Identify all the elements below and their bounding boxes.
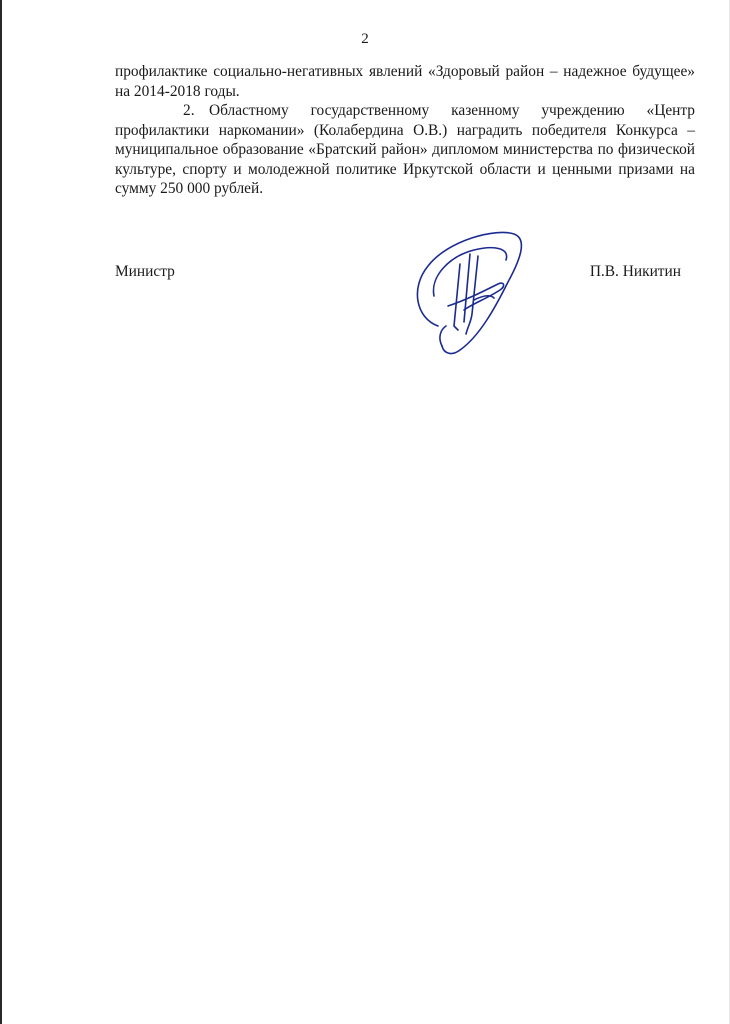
item-text: Областному государственному казенному учреждению «Центр профилактики наркомании» (Колабердина О.В.) наградить победителя Конкурса – муниципальное образование «Братский район» дипломом министерства по физической культуре, спорту и молодежной политике Иркутской области и ценными призами на сумму 250 000 рублей.: [115, 102, 695, 197]
paragraph-continuation: профилактике социально-негативных явлений «Здоровый район – надежное будущее» на 2014-2018 годы.: [115, 63, 695, 100]
page-number: 2: [361, 31, 369, 47]
signature-row: [115, 262, 695, 282]
item-number: 2.: [183, 102, 195, 119]
handwritten-signature-icon: [408, 226, 538, 360]
document-body: [115, 62, 695, 199]
scan-left-edge: [0, 0, 2, 1024]
signatory-name: П.В. Никитин: [589, 263, 681, 280]
signatory-title: Министр: [115, 263, 175, 280]
paragraph-item-2: [115, 101, 695, 199]
